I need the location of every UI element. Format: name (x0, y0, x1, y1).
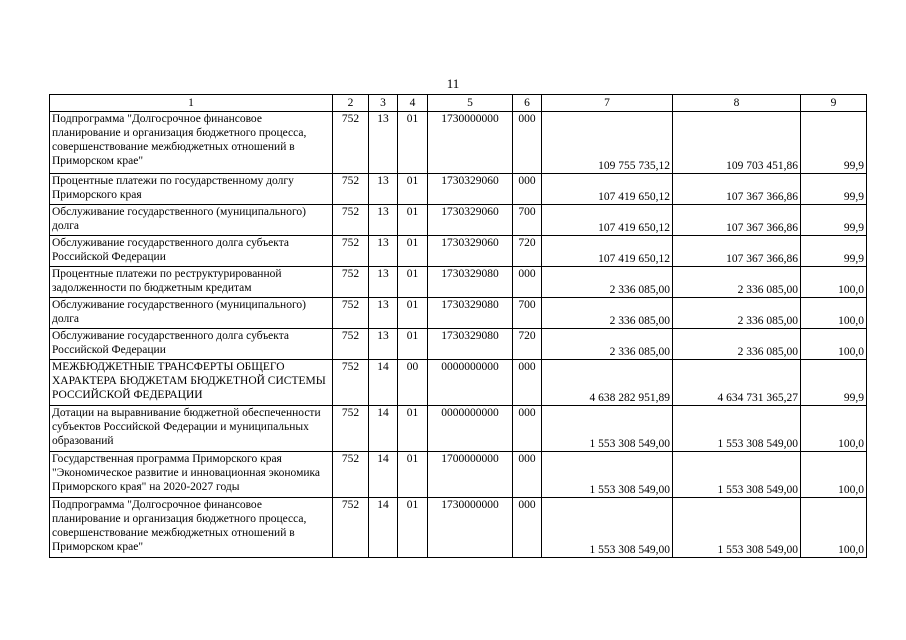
table-cell-c6: 000 (513, 452, 542, 498)
header-row (50, 95, 867, 112)
table-cell-c4: 01 (398, 406, 428, 452)
table-cell-c9: 100,0 (801, 406, 867, 452)
table-cell-c2: 752 (333, 452, 369, 498)
table-cell-c2: 752 (333, 329, 369, 360)
table-cell-c3: 13 (369, 112, 398, 174)
table-cell-c3: 13 (369, 298, 398, 329)
table-cell-c6: 700 (513, 205, 542, 236)
table-cell-c3: 14 (369, 406, 398, 452)
table-cell-c9: 100,0 (801, 329, 867, 360)
header-cell: 8 (673, 95, 801, 112)
table-cell-c3: 14 (369, 498, 398, 558)
table-cell-c8: 107 367 366,86 (673, 174, 801, 205)
table-cell-c7: 1 553 308 549,00 (542, 452, 673, 498)
table-cell-c4: 00 (398, 360, 428, 406)
table-row (50, 205, 867, 236)
table-cell-c7: 1 553 308 549,00 (542, 498, 673, 558)
table-cell-c8: 107 367 366,86 (673, 236, 801, 267)
table-cell-c9: 99,9 (801, 174, 867, 205)
table-cell-c4: 01 (398, 452, 428, 498)
header-cell: 4 (398, 95, 428, 112)
header-cell: 9 (801, 95, 867, 112)
table-cell-name: Обслуживание государственного долга субъекта Российской Федерации (50, 329, 333, 360)
table-cell-c6: 000 (513, 498, 542, 558)
table-cell-c6: 700 (513, 298, 542, 329)
table-cell-c5: 1700000000 (428, 452, 513, 498)
page-number: 11 (446, 76, 460, 91)
table-cell-name: Подпрограмма "Долгосрочное финансовое планирование и организация бюджетного процесса, совершенствование межбюджетных отношений в Приморском крае" (50, 498, 333, 558)
table-cell-c9: 100,0 (801, 452, 867, 498)
header-cell: 1 (50, 95, 333, 112)
table-cell-c3: 14 (369, 452, 398, 498)
table-row (50, 112, 867, 174)
table-cell-c5: 1730329060 (428, 236, 513, 267)
table-cell-c8: 2 336 085,00 (673, 267, 801, 298)
table-cell-c4: 01 (398, 498, 428, 558)
table-cell-c5: 1730329080 (428, 298, 513, 329)
table-cell-c9: 100,0 (801, 498, 867, 558)
table-cell-c5: 0000000000 (428, 360, 513, 406)
table-cell-c8: 1 553 308 549,00 (673, 452, 801, 498)
table-cell-c4: 01 (398, 329, 428, 360)
table-cell-c5: 1730000000 (428, 112, 513, 174)
table-cell-c5: 1730329080 (428, 329, 513, 360)
table-cell-c2: 752 (333, 174, 369, 205)
table-cell-c7: 2 336 085,00 (542, 298, 673, 329)
table-cell-c7: 107 419 650,12 (542, 174, 673, 205)
table-cell-c5: 1730329060 (428, 174, 513, 205)
table-row (50, 452, 867, 498)
table-row (50, 267, 867, 298)
table-cell-c9: 99,9 (801, 112, 867, 174)
table-cell-c6: 720 (513, 329, 542, 360)
table-cell-c9: 99,9 (801, 236, 867, 267)
table-cell-c3: 13 (369, 205, 398, 236)
header-cell: 3 (369, 95, 398, 112)
table-cell-c6: 000 (513, 174, 542, 205)
table-cell-c5: 1730329080 (428, 267, 513, 298)
table-cell-c8: 107 367 366,86 (673, 205, 801, 236)
table-cell-c2: 752 (333, 498, 369, 558)
table-cell-c4: 01 (398, 267, 428, 298)
table-cell-c6: 000 (513, 112, 542, 174)
table-cell-name: Обслуживание государственного долга субъекта Российской Федерации (50, 236, 333, 267)
table-cell-c3: 13 (369, 174, 398, 205)
table-row (50, 329, 867, 360)
table-cell-c2: 752 (333, 267, 369, 298)
table-cell-name: Обслуживание государственного (муниципального) долга (50, 298, 333, 329)
table-cell-c8: 2 336 085,00 (673, 298, 801, 329)
table-cell-c6: 720 (513, 236, 542, 267)
table-row (50, 406, 867, 452)
table-cell-c2: 752 (333, 406, 369, 452)
table-cell-c7: 109 755 735,12 (542, 112, 673, 174)
table-row (50, 498, 867, 558)
table-cell-c4: 01 (398, 236, 428, 267)
table-cell-c3: 14 (369, 360, 398, 406)
header-cell: 5 (428, 95, 513, 112)
table-cell-c9: 99,9 (801, 360, 867, 406)
table-cell-name: МЕЖБЮДЖЕТНЫЕ ТРАНСФЕРТЫ ОБЩЕГО ХАРАКТЕРА БЮДЖЕТАМ БЮДЖЕТНОЙ СИСТЕМЫ РОССИЙСКОЙ ФЕДЕРАЦИИ (50, 360, 333, 406)
table-row (50, 236, 867, 267)
table-cell-c4: 01 (398, 112, 428, 174)
table-row (50, 360, 867, 406)
table-body (50, 112, 867, 558)
header-cell: 6 (513, 95, 542, 112)
table-cell-c2: 752 (333, 298, 369, 329)
table-cell-c6: 000 (513, 406, 542, 452)
table-cell-c7: 2 336 085,00 (542, 267, 673, 298)
table-cell-name: Дотации на выравнивание бюджетной обеспеченности субъектов Российской Федерации и муниципальных образований (50, 406, 333, 452)
table-row (50, 298, 867, 329)
table-cell-c3: 13 (369, 329, 398, 360)
table-cell-name: Процентные платежи по реструктурированной задолженности по бюджетным кредитам (50, 267, 333, 298)
table-cell-c6: 000 (513, 360, 542, 406)
table-cell-name: Подпрограмма "Долгосрочное финансовое планирование и организация бюджетного процесса, совершенствование межбюджетных отношений в Приморском крае" (50, 112, 333, 174)
header-cell: 2 (333, 95, 369, 112)
table-cell-c9: 100,0 (801, 267, 867, 298)
table-cell-name: Обслуживание государственного (муниципального) долга (50, 205, 333, 236)
table-cell-c2: 752 (333, 112, 369, 174)
table-cell-c7: 107 419 650,12 (542, 236, 673, 267)
table-cell-c8: 4 634 731 365,27 (673, 360, 801, 406)
table-cell-c8: 1 553 308 549,00 (673, 498, 801, 558)
table-cell-name: Государственная программа Приморского края "Экономическое развитие и инновационная экономика Приморского края" на 2020-2027 годы (50, 452, 333, 498)
table-cell-c5: 1730329060 (428, 205, 513, 236)
budget-table (49, 94, 867, 558)
table-cell-c7: 1 553 308 549,00 (542, 406, 673, 452)
header-cell: 7 (542, 95, 673, 112)
table-cell-name: Процентные платежи по государственному долгу Приморского края (50, 174, 333, 205)
table-cell-c4: 01 (398, 298, 428, 329)
table-cell-c3: 13 (369, 236, 398, 267)
table-cell-c3: 13 (369, 267, 398, 298)
table-cell-c9: 100,0 (801, 298, 867, 329)
table-cell-c4: 01 (398, 174, 428, 205)
table-cell-c6: 000 (513, 267, 542, 298)
table-cell-c7: 107 419 650,12 (542, 205, 673, 236)
table-cell-c8: 2 336 085,00 (673, 329, 801, 360)
table-cell-c5: 0000000000 (428, 406, 513, 452)
table-cell-c2: 752 (333, 205, 369, 236)
table-cell-c9: 99,9 (801, 205, 867, 236)
table-cell-c4: 01 (398, 205, 428, 236)
table-cell-c2: 752 (333, 360, 369, 406)
table-cell-c8: 109 703 451,86 (673, 112, 801, 174)
table-cell-c2: 752 (333, 236, 369, 267)
table-row (50, 174, 867, 205)
table-cell-c8: 1 553 308 549,00 (673, 406, 801, 452)
table-cell-c5: 1730000000 (428, 498, 513, 558)
table-cell-c7: 2 336 085,00 (542, 329, 673, 360)
table-cell-c7: 4 638 282 951,89 (542, 360, 673, 406)
